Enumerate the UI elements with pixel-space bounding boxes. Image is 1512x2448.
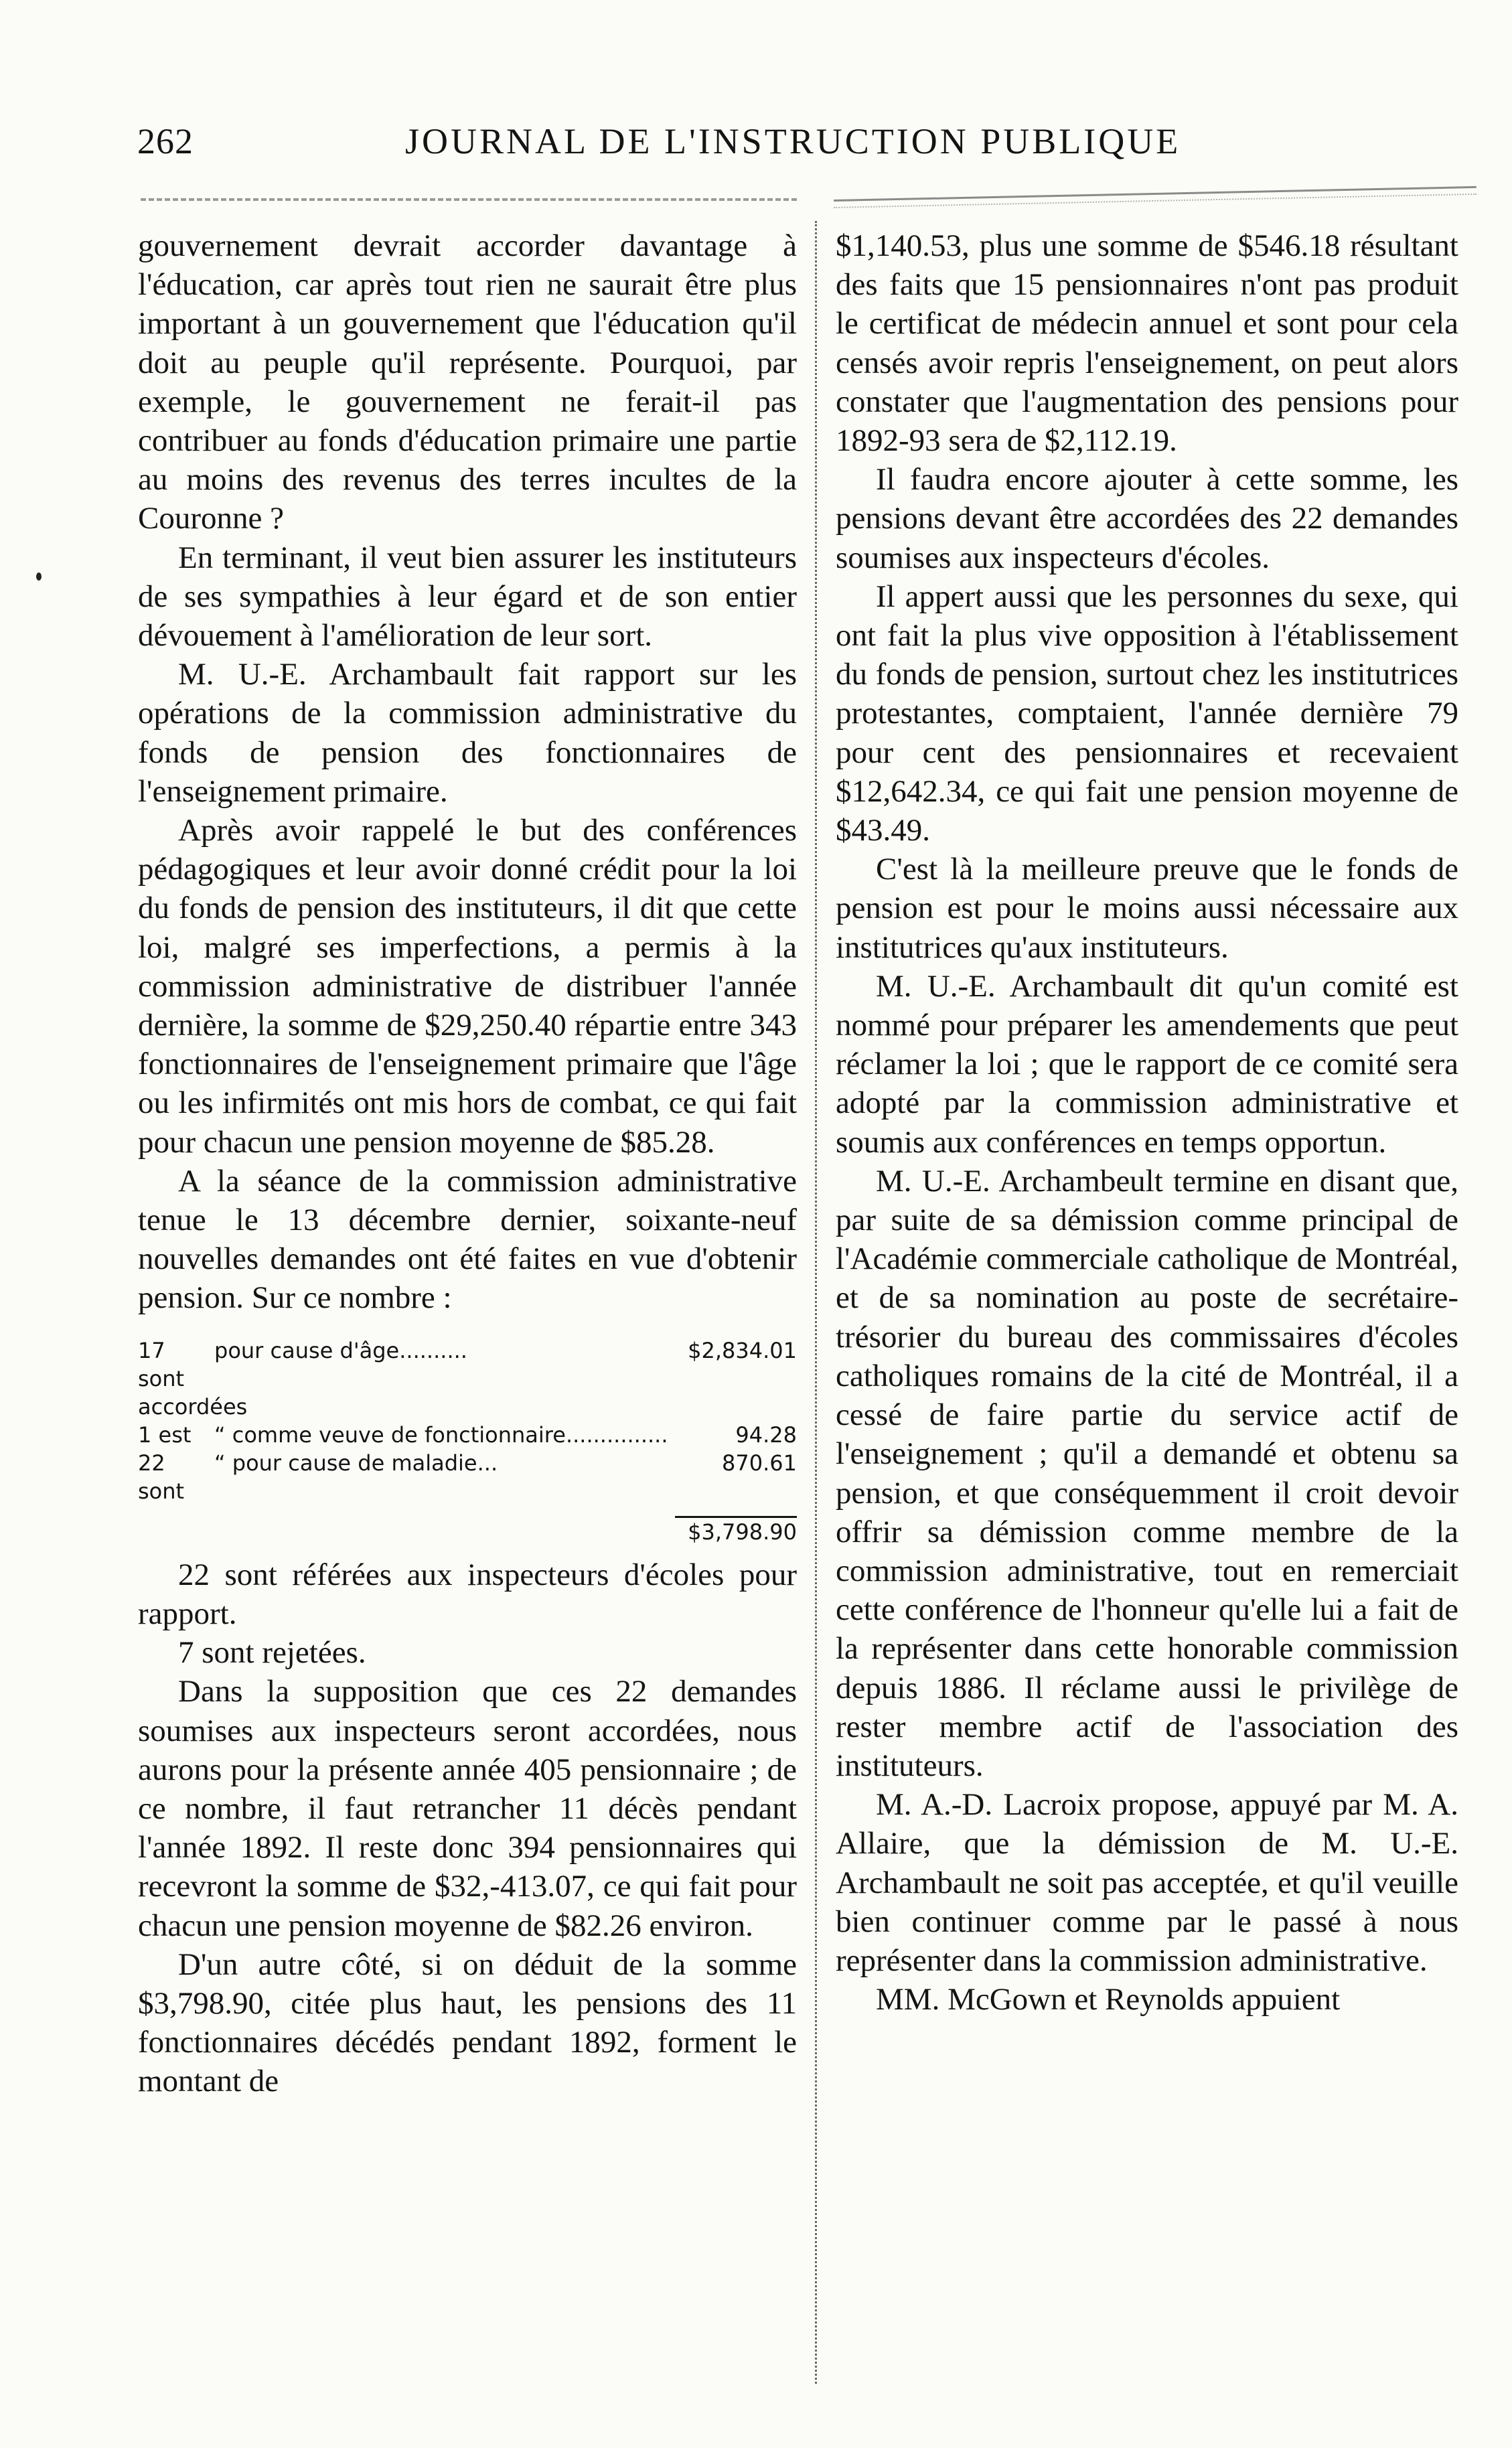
tally-description: “ comme veuve de fonctionnaire............... — [214, 1422, 668, 1448]
tally-row — [138, 1336, 797, 1421]
paragraph: M. A.-D. Lacroix propose, appuyé par M. A. Allaire, que la démission de M. U.-E. Archambault ne soit pas acceptée, et qu'il veuille bien continuer comme par le passé à nous représenter dans la commission administrative. — [836, 1787, 1458, 1978]
paragraph: M. U.-E. Archambault dit qu'un comité est nommé pour préparer les amendements que peut réclamer la loi ; que le rapport de ce comité sera adopté par la commission administrative et soumis aux conférences en temps opportun. — [836, 968, 1458, 1160]
paragraph: $1,140.53, plus une somme de $546.18 résultant des faits que 15 pensionnaires n'ont pas produit le certificat de médecin annuel et sont pour cela censés avoir repris l'enseignement, on peut alors constater que l'augmentation des pensions pour 1892-93 sera de $2,112.19. — [836, 228, 1458, 459]
paragraph: 7 sont rejetées. — [178, 1635, 366, 1671]
paragraph: 22 sont référées aux inspecteurs d'écoles pour rapport. — [138, 1557, 797, 1631]
column-divider — [815, 221, 817, 2384]
paragraph: M. U.-E. Archambeult termine en disant que, par suite de sa démission comme principal de l'Académie commerciale catholique de Montréal, et de sa nomination au poste de secrétaire-trésorier du bureau des commissaires d'écoles catholiques romains de la cité de Montréal, il a cessé de faire partie du service actif de l'enseignement ; qu'il a demandé et obtenu sa pension, et que conséquemment il croit devoir offrir sa démission comme membre de la commission administrative, tout en remerciait cette conférence de l'honneur qu'elle lui a fait de la représenter dans cette honorable commission depuis 1886. Il réclame aussi le privilège de rester membre actif de l'association des instituteurs. — [836, 1163, 1458, 1783]
tally-amount: 870.61 — [722, 1450, 797, 1476]
margin-mark — [36, 572, 42, 581]
paragraph: C'est là la meilleure preuve que le fonds de pension est pour le moins aussi nécessaire aux institutrices qu'aux instituteurs. — [836, 852, 1458, 965]
right-column — [836, 226, 1458, 2019]
paragraph: M. U.-E. Archambault fait rapport sur les opérations de la commission administrative du fonds de pension des fonctionnaires de l'enseignement primaire. — [138, 657, 797, 809]
pension-tally — [138, 1336, 797, 1546]
tally-description: “ pour cause de maladie... — [214, 1450, 498, 1476]
paragraph: D'un autre côté, si on déduit de la somme $3,798.90, citée plus haut, les pensions des 11 fonctionnaires décédés pendant 1892, forment le montant de — [138, 1946, 797, 2099]
left-column — [138, 226, 797, 2101]
paragraph: Il faudra encore ajouter à cette somme, les pensions devant être accordées des 22 demandes soumises aux inspecteurs d'écoles. — [836, 462, 1458, 575]
tally-total: $3,798.90 — [675, 1516, 797, 1546]
tally-count: 22 sont — [138, 1450, 185, 1504]
tally-count: 17 sont accordées — [138, 1337, 248, 1420]
tally-count: 1 est — [138, 1422, 192, 1448]
header-rule-left — [141, 198, 797, 201]
journal-title: JOURNAL DE L'INSTRUCTION PUBLIQUE — [405, 121, 1181, 161]
tally-description: pour cause d'âge.......... — [214, 1337, 467, 1363]
paragraph: Dans la supposition que ces 22 demandes soumises aux inspecteurs seront accordées, nous aurons pour la présente année 405 pensionnaire ; de ce nombre, il faut retrancher 11 décès pendant l'année 1892. Il reste donc 394 pensionnaires qui recevront la somme de $32,-413.07, ce qui fait pour chacun une pension moyenne de $82.26 environ. — [138, 1674, 797, 1943]
tally-amount: 94.28 — [735, 1422, 797, 1448]
paragraph: En terminant, il veut bien assurer les instituteurs de ses sympathies à leur égard et de son entier dévouement à l'amélioration de leur sort. — [138, 540, 797, 654]
paragraph: MM. McGown et Reynolds appuient — [876, 1982, 1341, 2017]
tally-row — [138, 1421, 797, 1449]
paragraph: A la séance de la commission administrative tenue le 13 décembre dernier, soixante-neuf nouvelles demandes ont été faites en vue d'obtenir pension. Sur ce nombre : — [138, 1163, 797, 1316]
page-number: 262 — [137, 121, 194, 161]
tally-row — [138, 1449, 797, 1505]
running-head — [131, 121, 1343, 174]
header-rule-right — [834, 186, 1477, 208]
paragraph: Après avoir rappelé le but des conférences pédagogiques et leur avoir donné crédit pour la loi du fonds de pension des instituteurs, il dit que cette loi, malgré ses imperfections, a permis à la commission administrative de distribuer l'année dernière, la somme de $29,250.40 répartie entre 343 fonctionnaires de l'enseignement primaire que l'âge ou les infirmités ont mis hors de combat, ce qui fait pour chacun une pension moyenne de $85.28. — [138, 813, 797, 1160]
paragraph: gouvernement devrait accorder davantage à l'éducation, car après tout rien ne saurait être plus important à un gouvernement que l'éducation qu'il doit au peuple qu'il représente. Pourquoi, par exemple, le gouvernement ne ferait-il pas contribuer au fonds d'éducation primaire une partie au moins des revenus des terres incultes de la Couronne ? — [138, 228, 797, 536]
tally-total-row — [138, 1512, 797, 1546]
tally-amount: $2,834.01 — [688, 1337, 797, 1363]
paragraph: Il appert aussi que les personnes du sexe, qui ont fait la plus vive opposition à l'établissement du fonds de pension, surtout chez les institutrices protestantes, comptaient, l'année dernière 79 pour cent des pensionnaires et recevaient $12,642.34, ce qui fait une pension moyenne de $43.49. — [836, 579, 1458, 848]
